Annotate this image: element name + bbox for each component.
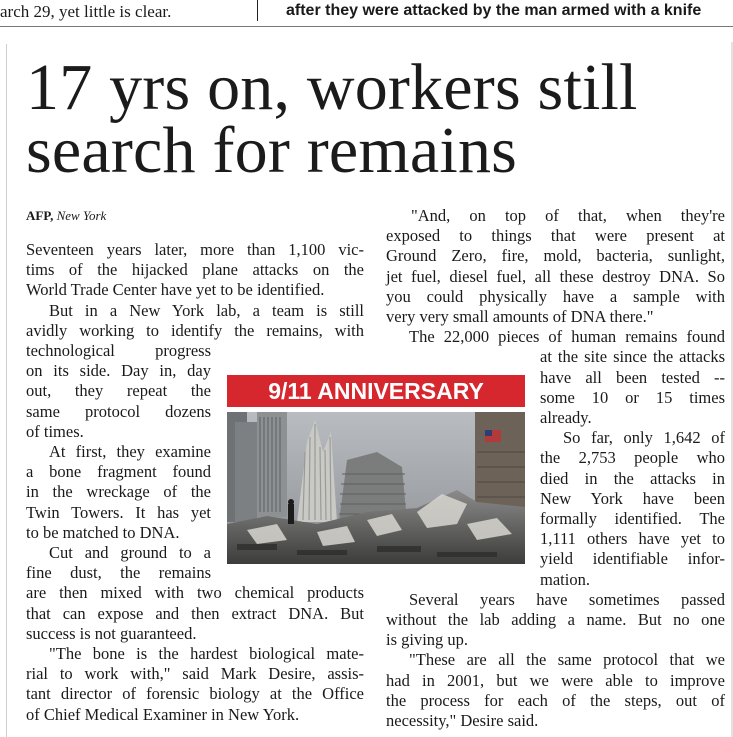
body-line: have all been tested -- (540, 367, 725, 387)
ground-zero-photo (227, 412, 525, 564)
body-line: died in the attacks in (540, 468, 725, 488)
body-line: But in a New York lab, a team is still (49, 300, 364, 320)
body-line: are then mixed with two chemical products (26, 583, 364, 603)
byline-agency: AFP, (26, 208, 54, 223)
body-line: the 2,753 people who (540, 448, 725, 468)
body-line: already. (540, 408, 592, 427)
body-line: very very small amounts of DNA there." (386, 307, 654, 326)
body-line: At first, they examine (49, 442, 211, 461)
body-line: that can expose and then extract DNA. But (26, 603, 364, 623)
body-line: World Trade Center have yet to be identified. (26, 280, 325, 300)
body-line: exposed to things that were present at (386, 226, 725, 246)
body-line: 1,111 others have yet to (540, 529, 725, 549)
body-line: yield identifiable infor- (540, 549, 725, 569)
body-line: tant director of forensic biology at the Office (26, 684, 364, 704)
body-line: success is not guaranteed. (26, 623, 197, 643)
body-line: of times. (26, 421, 84, 441)
body-line: formally identified. The (540, 509, 725, 528)
teaser-divider (257, 0, 258, 21)
body-line: of Chief Medical Examiner in New York. (26, 704, 300, 724)
body-line: in the wreckage of the (26, 482, 211, 502)
body-line: a bone fragment found (26, 462, 211, 482)
body-line: rial to work with," said Mark Desire, assis- (26, 664, 364, 684)
body-line: New York have been (540, 488, 725, 508)
body-line: to be matched to DNA. (26, 522, 180, 542)
body-line: "The bone is the hardest biological mate- (49, 644, 364, 663)
headline (26, 51, 638, 187)
body-line: had in 2001, but we were able to improve (386, 670, 725, 690)
body-line: jet fuel, diesel fuel, all these destroy DNA. So (386, 266, 725, 286)
body-line: on its side. Day in, day (26, 361, 211, 381)
body-line: Several years have sometimes passed (409, 589, 725, 609)
body-line: mation. (540, 569, 590, 589)
body-line: avidly working to identify the remains, with (26, 320, 364, 340)
body-line: Cut and ground to a (49, 543, 211, 562)
body-line: you could physically have a sample with (386, 286, 725, 306)
byline (26, 208, 106, 224)
body-line: Twin Towers. It has yet (26, 502, 211, 522)
headline-line-2: search for remains (26, 114, 518, 187)
body-line: at the site since the attacks (540, 347, 725, 367)
body-line: same protocol dozens (26, 401, 211, 421)
body-line: out, they repeat the (26, 381, 211, 401)
body-line: Ground Zero, fire, mold, bacteria, sunlight, (386, 246, 725, 266)
body-line: Seventeen years later, more than 1,100 vic- (26, 240, 364, 259)
body-line: technological progress (26, 341, 211, 360)
body-line: some 10 or 15 times (540, 387, 725, 407)
top-left-teaser: arch 29, yet little is clear. (0, 2, 172, 21)
ground-zero-rubble-photo-icon (227, 412, 525, 564)
body-line: tims of the hijacked plane attacks on the (26, 260, 364, 280)
body-line: "These are all the same protocol that we (409, 650, 725, 670)
body-line: necessity," Desire said. (386, 711, 539, 730)
body-line: without the lab adding a name. But no one (386, 610, 725, 629)
body-line: The 22,000 pieces of human remains found (409, 327, 725, 347)
headline-line-1: 17 yrs on, workers still (26, 51, 638, 124)
body-line: "And, on top of that, when they're (411, 206, 725, 225)
top-right-teaser: after they were attacked by the man armed with a knife (286, 2, 702, 19)
body-line: fine dust, the remains (26, 563, 211, 583)
body-line: is giving up. (386, 630, 469, 650)
column-rule (6, 44, 7, 737)
body-line: the process for each of the steps, out of (386, 690, 725, 710)
body-line: So far, only 1,642 of (563, 428, 725, 448)
byline-place: New York (56, 208, 107, 223)
anniversary-banner-label: 9/11 ANNIVERSARY (268, 378, 484, 404)
